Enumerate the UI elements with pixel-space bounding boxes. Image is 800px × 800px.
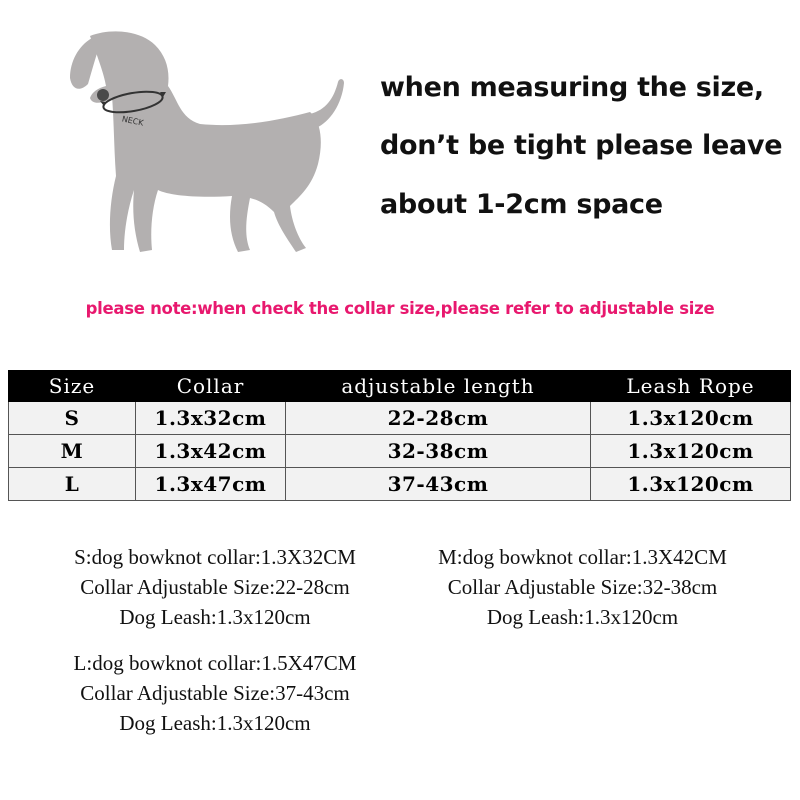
spec-m-collar: M:dog bowknot collar:1.3X42CM (438, 545, 727, 569)
header-collar: Collar (136, 371, 286, 402)
dog-silhouette-icon (60, 20, 360, 270)
size-table (8, 370, 791, 501)
spec-l-leash: Dog Leash:1.3x120cm (119, 711, 311, 735)
spec-l-adjustable: Collar Adjustable Size:37-43cm (80, 681, 350, 705)
cell-collar: 1.3x47cm (136, 468, 286, 501)
cell-leash-rope: 1.3x120cm (591, 468, 791, 501)
table-row (9, 468, 791, 501)
size-note: please note:when check the collar size,please refer to adjustable size (85, 299, 715, 318)
cell-leash-rope: 1.3x120cm (591, 402, 791, 435)
spec-block-l (40, 648, 390, 738)
table-header-row (9, 371, 791, 402)
cell-collar: 1.3x42cm (136, 435, 286, 468)
cell-adjustable-length: 32-38cm (286, 435, 591, 468)
spec-block-s (40, 542, 390, 632)
header-size: Size (9, 371, 136, 402)
spec-block-m (405, 542, 760, 632)
cell-size: L (9, 468, 136, 501)
spec-s-leash: Dog Leash:1.3x120cm (119, 605, 311, 629)
header-leash-rope: Leash Rope (591, 371, 791, 402)
spec-s-adjustable: Collar Adjustable Size:22-28cm (80, 575, 350, 599)
spec-m-leash: Dog Leash:1.3x120cm (486, 605, 679, 629)
cell-collar: 1.3x32cm (136, 402, 286, 435)
spec-m-adjustable: Collar Adjustable Size:32-38cm (447, 575, 718, 599)
cell-size: S (9, 402, 136, 435)
header-adjustable-length: adjustable length (286, 371, 591, 402)
instruction-line-3: about 1-2cm space (380, 189, 663, 220)
neck-label: NECK (121, 114, 145, 128)
cell-adjustable-length: 37-43cm (286, 468, 591, 501)
spec-s-collar: S:dog bowknot collar:1.3X32CM (74, 545, 356, 569)
cell-adjustable-length: 22-28cm (286, 402, 591, 435)
instruction-line-1: when measuring the size, (380, 72, 764, 103)
cell-size: M (9, 435, 136, 468)
instruction-line-2: don’t be tight please leave (380, 130, 783, 161)
cell-leash-rope: 1.3x120cm (591, 435, 791, 468)
spec-l-collar: L:dog bowknot collar:1.5X47CM (73, 651, 357, 675)
table-row (9, 435, 791, 468)
table-row (9, 402, 791, 435)
